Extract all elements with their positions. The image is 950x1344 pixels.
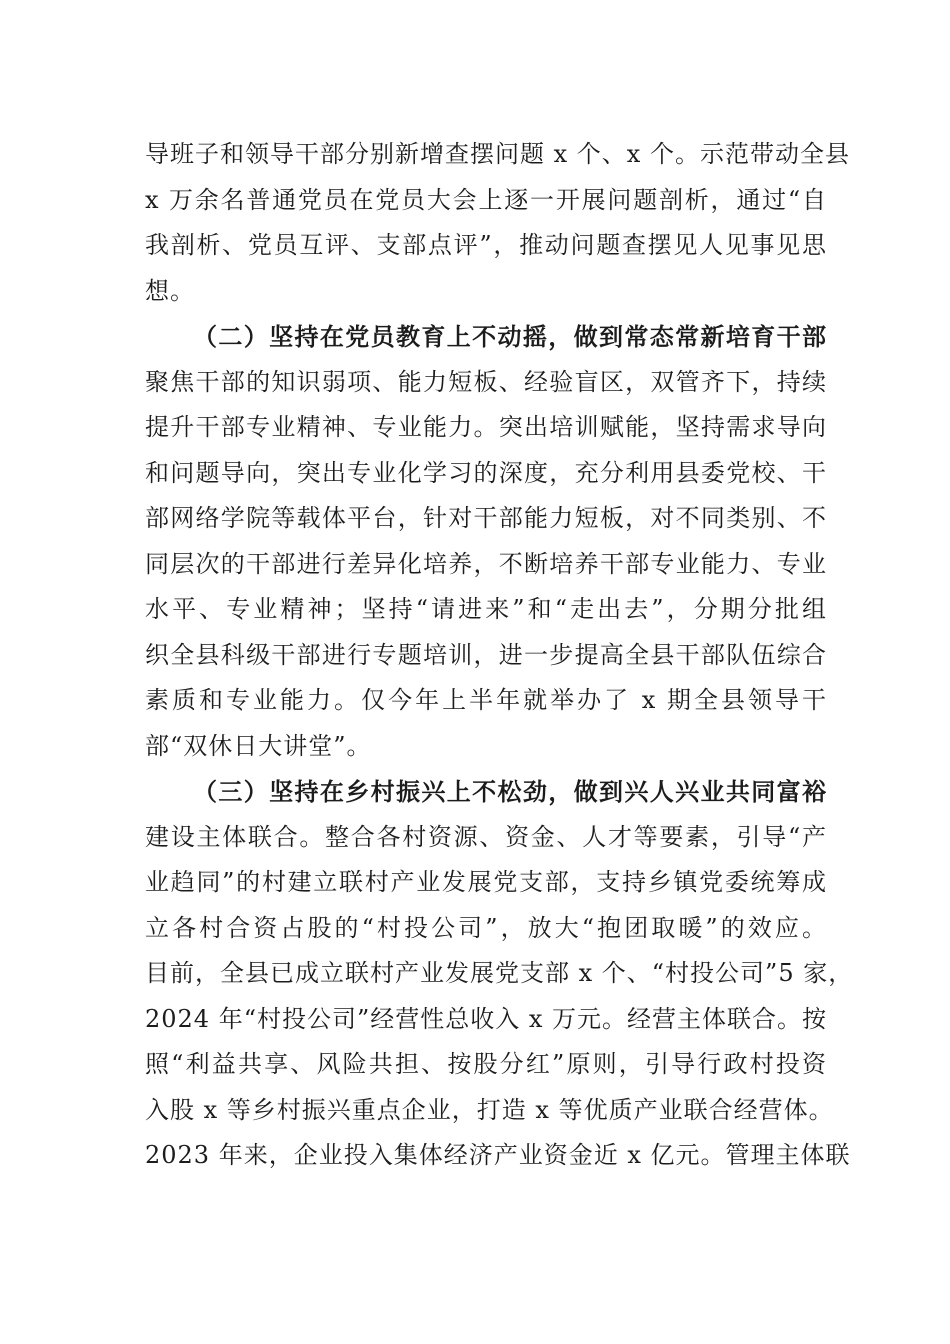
- document-page: [145, 132, 854, 1179]
- text-line: 2023 年来，企业投入集体经济产业资金近 x 亿元。管理主体联: [145, 1141, 851, 1169]
- section-heading-3: （三）坚持在乡村振兴上不松劲，做到兴人兴业共同富裕: [193, 777, 827, 806]
- text-line: 业趋同”的村建立联村产业发展党支部，支持乡镇党委统筹成: [145, 868, 827, 896]
- text-line: 入股 x 等乡村振兴重点企业，打造 x 等优质产业联合经营体。: [145, 1095, 834, 1124]
- text-line: 部“双休日大讲堂”。: [145, 731, 372, 760]
- text-line: 建设主体联合。整合各村资源、资金、人才等要素，引导“产: [145, 822, 827, 851]
- section-heading-2: （二）坚持在党员教育上不动摇，做到常态常新培育干部: [193, 322, 827, 351]
- text-line: 导班子和领导干部分别新增查摆问题 x 个、x 个。示范带动全县: [145, 140, 850, 168]
- text-line: 想。: [145, 276, 195, 305]
- text-line: 立各村合资占股的“村投公司”，放大“抱团取暖”的效应。: [145, 913, 827, 942]
- text-line: 同层次的干部进行差异化培养，不断培养干部专业能力、专业: [145, 549, 827, 578]
- text-line: 部网络学院等载体平台，针对干部能力短板，对不同类别、不: [145, 504, 827, 532]
- text-line: 照“利益共享、风险共担、按股分红”原则，引导行政村投资: [145, 1050, 827, 1078]
- text-line: 我剖析、党员互评、支部点评”，推动问题查摆见人见事见思: [145, 231, 827, 259]
- text-line: 织全县科级干部进行专题培训，进一步提高全县干部队伍综合: [145, 640, 827, 669]
- text-line: 水平、专业精神；坚持“请进来”和“走出去”，分期分批组: [145, 595, 827, 623]
- text-line: 聚焦干部的知识弱项、能力短板、经验盲区，双管齐下，持续: [145, 367, 827, 396]
- text-line: 提升干部专业精神、专业能力。突出培训赋能，坚持需求导向: [145, 413, 827, 441]
- text-line: 和问题导向，突出专业化学习的深度，充分利用县委党校、干: [145, 458, 827, 487]
- text-line: x 万余名普通党员在党员大会上逐一开展问题剖析，通过“自: [145, 185, 827, 214]
- text-line: 素质和专业能力。仅今年上半年就举办了 x 期全县领导干: [145, 686, 827, 714]
- text-line: 目前，全县已成立联村产业发展党支部 x 个、“村投公司”5 家，: [145, 959, 854, 987]
- text-line: 2024 年“村投公司”经营性总收入 x 万元。经营主体联合。按: [145, 1004, 828, 1033]
